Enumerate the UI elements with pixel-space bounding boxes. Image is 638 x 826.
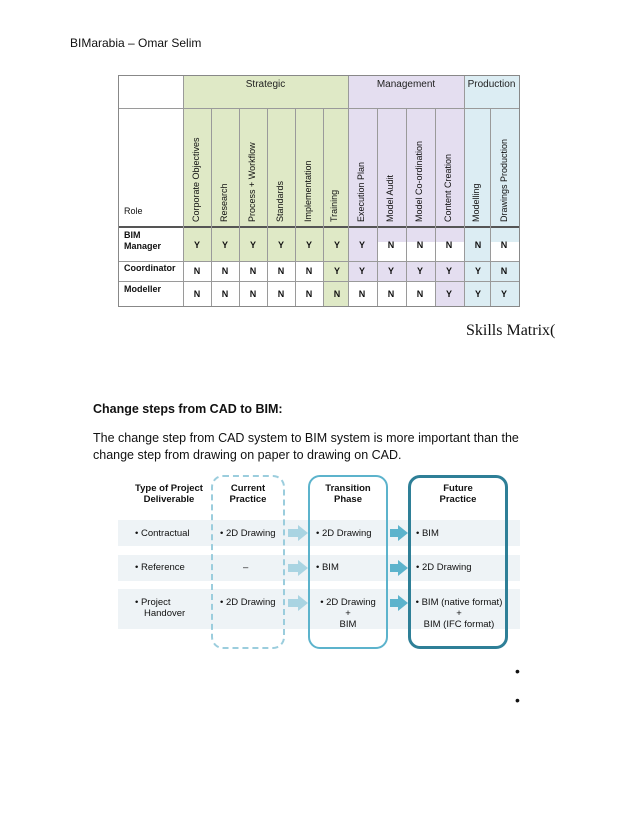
matrix-cell: N bbox=[277, 266, 285, 276]
col-drawings-production: Drawings Production bbox=[499, 138, 509, 222]
header-transition: Transition Phase bbox=[325, 483, 371, 505]
arrow-head bbox=[398, 525, 408, 541]
col-training: Training bbox=[329, 189, 339, 222]
future-row1: • BIM bbox=[416, 528, 439, 539]
deliverable-reference: • Reference bbox=[135, 562, 185, 573]
section-title: Change steps from CAD to BIM: bbox=[93, 402, 283, 416]
matrix-cell: Y bbox=[333, 240, 340, 250]
matrix-cell: N bbox=[221, 288, 229, 299]
matrix-cell: Y bbox=[193, 240, 200, 250]
matrix-cell: N bbox=[249, 288, 257, 299]
matrix-cell: Y bbox=[416, 266, 423, 276]
matrix-cell: Y bbox=[305, 240, 312, 250]
col-content-creation: Content Creation bbox=[443, 153, 453, 222]
arrow-head bbox=[398, 560, 408, 576]
transition-row3: • 2D Drawing + BIM bbox=[320, 597, 376, 630]
group-production: Production bbox=[467, 79, 516, 90]
matrix-cell: N bbox=[193, 266, 201, 276]
col-model-audit: Model Audit bbox=[385, 174, 395, 222]
arrow-head bbox=[298, 595, 308, 611]
matrix-cell: N bbox=[305, 266, 313, 276]
matrix-cell: N bbox=[445, 240, 453, 250]
arrow-transition-to-future-1 bbox=[390, 529, 398, 537]
cad-to-bim-diagram bbox=[118, 470, 520, 652]
matrix-cell: N bbox=[474, 240, 482, 250]
col-modelling: Modelling bbox=[471, 183, 481, 222]
matrix-cell: Y bbox=[474, 266, 481, 276]
transition-row2: • BIM bbox=[316, 562, 339, 573]
col-model-coordination: Model Co-ordination bbox=[414, 140, 424, 222]
col-execution-plan: Execution Plan bbox=[356, 161, 366, 222]
current-row3: • 2D Drawing bbox=[220, 597, 276, 608]
transition-row1: • 2D Drawing bbox=[316, 528, 372, 539]
future-row3: • BIM (native format) + BIM (IFC format) bbox=[415, 597, 503, 630]
arrow-head bbox=[398, 595, 408, 611]
section-paragraph: The change step from CAD system to BIM system is more important than the change step from drawing on paper to drawing on CAD. bbox=[93, 431, 519, 462]
row-label-coordinator: Coordinator bbox=[124, 263, 176, 273]
matrix-cell: Y bbox=[221, 240, 228, 250]
matrix-cell: N bbox=[387, 288, 395, 299]
header-future: Future Practice bbox=[439, 483, 477, 505]
header-deliverable: Type of Project Deliverable bbox=[135, 483, 203, 505]
matrix-cell: N bbox=[500, 266, 508, 276]
header-current: Current Practice bbox=[229, 483, 267, 505]
arrow-current-to-transition-1 bbox=[288, 529, 298, 537]
arrow-transition-to-future-3 bbox=[390, 599, 398, 607]
page-header: BIMarabia – Omar Selim bbox=[70, 36, 202, 50]
matrix-cell: N bbox=[500, 240, 508, 250]
deliverable-contractual: • Contractual bbox=[135, 528, 190, 539]
matrix-cell: Y bbox=[445, 266, 452, 276]
group-management: Management bbox=[376, 79, 436, 90]
deliverable-project-handover: • Project Handover bbox=[135, 597, 186, 619]
matrix-cell: Y bbox=[277, 240, 284, 250]
matrix-cell: Y bbox=[500, 288, 507, 299]
matrix-cell: N bbox=[249, 266, 257, 276]
matrix-cell: N bbox=[305, 288, 313, 299]
matrix-cell: Y bbox=[333, 266, 340, 276]
col-process-workflow: Process + Workflow bbox=[247, 142, 257, 222]
matrix-cell: N bbox=[358, 288, 366, 299]
col-research: Research bbox=[219, 183, 229, 222]
arrow-current-to-transition-3 bbox=[288, 599, 298, 607]
row-label-bim-manager: BIM Manager bbox=[124, 230, 162, 251]
current-row1: • 2D Drawing bbox=[220, 528, 276, 539]
row-label-modeller: Modeller bbox=[124, 284, 162, 294]
group-strategic: Strategic bbox=[245, 79, 286, 90]
arrow-transition-to-future-2 bbox=[390, 564, 398, 572]
list-bullet: • bbox=[515, 663, 520, 679]
role-label: Role bbox=[124, 206, 143, 216]
current-row2: – bbox=[243, 562, 249, 573]
future-row2: • 2D Drawing bbox=[416, 562, 472, 573]
arrow-current-to-transition-2 bbox=[288, 564, 298, 572]
matrix-cell: N bbox=[333, 288, 341, 299]
matrix-cell: N bbox=[416, 288, 424, 299]
matrix-cell: Y bbox=[387, 266, 394, 276]
col-corporate-objectives: Corporate Objectives bbox=[191, 137, 201, 222]
matrix-cell: Y bbox=[474, 288, 481, 299]
matrix-cell: N bbox=[416, 240, 424, 250]
matrix-cell: N bbox=[193, 288, 201, 299]
col-implementation: Implementation bbox=[303, 160, 313, 222]
arrow-head bbox=[298, 525, 308, 541]
arrow-head bbox=[298, 560, 308, 576]
matrix-cell: Y bbox=[445, 288, 452, 299]
list-bullet: • bbox=[515, 692, 520, 708]
figure-caption: Skills Matrix( bbox=[466, 322, 556, 339]
matrix-cell: Y bbox=[358, 240, 365, 250]
col-standards: Standards bbox=[275, 180, 285, 222]
skills-matrix-table bbox=[118, 75, 520, 307]
matrix-cell: Y bbox=[358, 266, 365, 276]
matrix-cell: N bbox=[277, 288, 285, 299]
matrix-cell: N bbox=[221, 266, 229, 276]
matrix-cell: Y bbox=[249, 240, 256, 250]
matrix-cell: N bbox=[387, 240, 395, 250]
